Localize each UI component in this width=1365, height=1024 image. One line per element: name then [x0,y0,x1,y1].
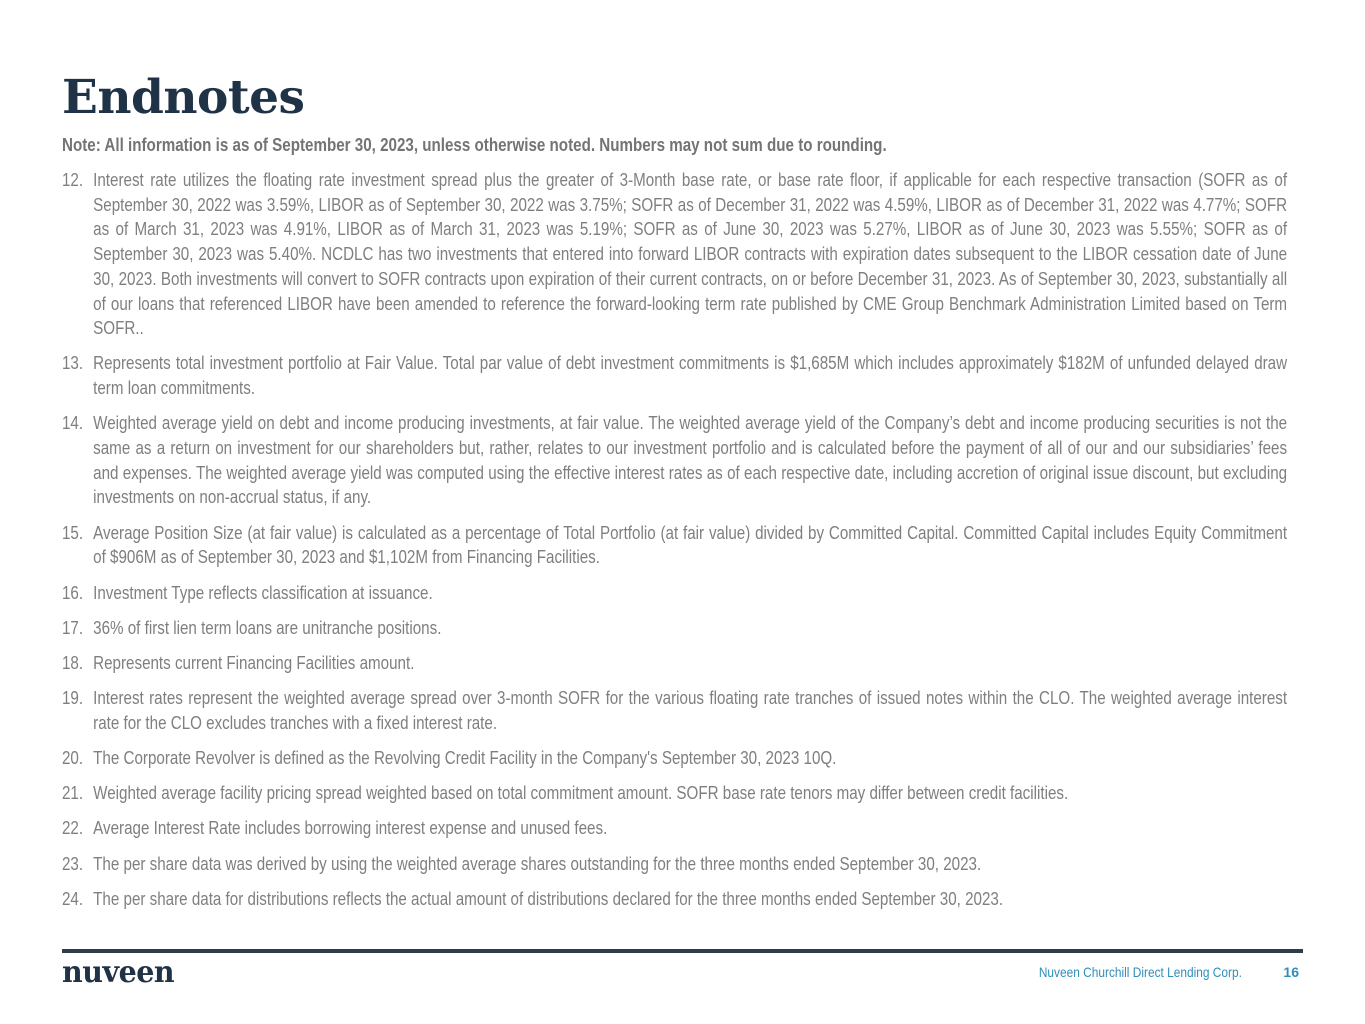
endnote-number: 14. [62,412,84,434]
endnote-item [62,351,1287,400]
endnote-text: Investment Type reflects classification at issuance. [93,581,433,603]
endnote-text: Average Interest Rate includes borrowing interest expense and unused fees. [93,817,608,839]
endnote-text: 36% of first lien term loans are unitranche positions. [93,616,442,638]
endnote-item [62,746,1287,771]
endnote-item [62,781,1287,806]
endnote-text: Average Position Size (at fair value) is calculated as a percentage of Total Portfolio (at fair value) divided by Committed Capital. Committed Capital includes Equity Commitment of $906M as of September 30, 2023 and $1,102M from Financing Facilities. [93,521,1288,568]
endnote-text: The per share data for distributions reflects the actual amount of distributions declared for the three months ended September 30, 2023. [93,887,1004,909]
endnote-item [62,887,1287,912]
endnote-number: 19. [62,687,84,709]
page-title: Endnotes [62,70,305,125]
endnote-text: Interest rate utilizes the floating rate investment spread plus the greater of 3-Month base rate, or base rate floor, if applicable for each respective transaction (SOFR as of September 30, 2022 was 3.59%, LIBOR as of September 30, 2022 was 3.75%; SOFR as of December 31, 2022 was 4.59%, LIBOR as of December 31, 2022 was 4.77%; SOFR as of March 31, 2023 was 4.91%, LIBOR as of March 31, 2023 was 5.19%; SOFR as of June 30, 2023 was 5.27%, LIBOR as of June 30, 2023 was 5.55%; SOFR as of September 30, 2023 was 5.40%. NCDLC has two investments that entered into forward LIBOR contracts with expiration dates subsequent to the LIBOR cessation date of June 30, 2023. Both investments will convert to SOFR contracts upon expiration of their current contracts, on or before December 31, 2023. As of September 30, 2023, substantially all of our loans that referenced LIBOR have been amended to reference the forward-looking term rate published by CME Group Benchmark Administration Limited based on Term SOFR.. [93,169,1288,339]
endnote-item [62,686,1287,735]
endnote-number: 23. [62,852,84,874]
endnote-item [62,521,1287,570]
endnote-item [62,852,1287,877]
endnote-text: Represents total investment portfolio at Fair Value. Total par value of debt investment commitments is $1,685M which includes approximately $182M of unfunded delayed draw term loan commitments. [93,352,1288,399]
endnotes-list [62,168,1287,912]
endnote-item [62,168,1287,341]
footer-company-name: Nuveen Churchill Direct Lending Corp. [1038,964,1242,980]
endnote-item [62,411,1287,510]
endnotes-body [62,133,1287,922]
endnote-number: 12. [62,169,84,190]
endnote-item [62,581,1287,606]
nuveen-logo: nuveen [62,955,175,990]
endnote-text: The per share data was derived by using the weighted average shares outstanding for the three months ended September 30, 2023. [93,852,982,874]
endnote-text: Weighted average facility pricing spread weighted based on total commitment amount. SOFR base rate tenors may differ between credit facilities. [93,782,1069,804]
endnote-number: 15. [62,521,84,543]
footer-divider [62,949,1303,953]
page-number: 16 [1283,964,1299,980]
endnote-text: Interest rates represent the weighted average spread over 3-month SOFR for the various floating rate tranches of issued notes within the CLO. The weighted average interest rate for the CLO excludes tranches with a fixed interest rate. [93,687,1288,733]
endnote-number: 18. [62,651,84,673]
endnote-number: 13. [62,352,84,374]
endnote-text: Represents current Financing Facilities amount. [93,651,415,673]
endnote-text: Weighted average yield on debt and income producing investments, at fair value. The weighted average yield of the Company’s debt and income producing securities is not the same as a return on investment for our shareholders but, rather, relates to our investment portfolio and is calculated before the payment of all of our and our subsidiaries’ fees and expenses. The weighted average yield was computed using the effective interest rates as of each respective date, including accretion of original issue discount, but excluding investments on non-accrual status, if any. [93,412,1288,508]
endnote-number: 22. [62,817,84,839]
endnote-number: 24. [62,887,84,909]
endnote-item [62,816,1287,841]
endnote-number: 21. [62,782,84,804]
endnote-item [62,616,1287,641]
endnote-number: 20. [62,747,84,769]
general-note: Note: All information is as of September 30, 2023, unless otherwise noted. Numbers may not sum due to rounding. [62,134,887,155]
endnote-item [62,651,1287,676]
endnote-number: 17. [62,616,84,638]
endnote-number: 16. [62,581,84,603]
endnote-text: The Corporate Revolver is defined as the Revolving Credit Facility in the Company's September 30, 2023 10Q. [93,747,837,769]
